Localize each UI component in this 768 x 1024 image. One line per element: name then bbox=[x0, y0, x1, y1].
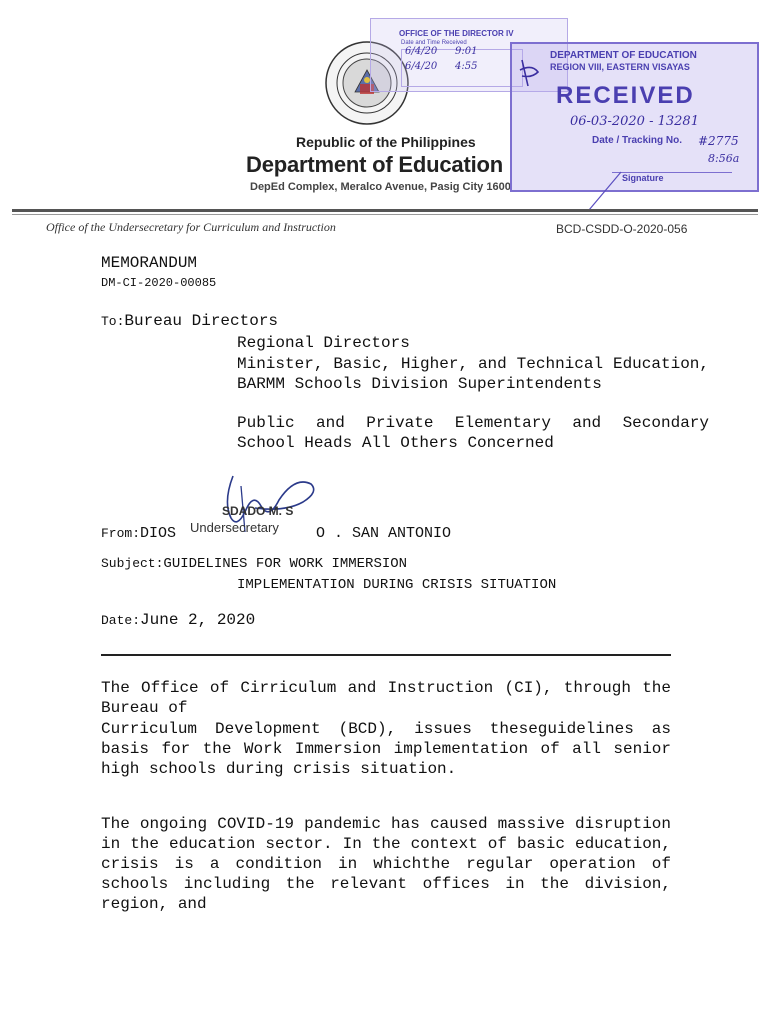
stamp-received-word: RECEIVED bbox=[556, 82, 695, 109]
stamp-tracking-label: Date / Tracking No. bbox=[592, 135, 683, 146]
stamp-director-date2: 6/4/20 bbox=[405, 61, 438, 72]
stamp-director-title: OFFICE OF THE DIRECTOR IV bbox=[399, 29, 514, 38]
memo-heading: MEMORANDUM bbox=[101, 254, 198, 272]
stamp-received-date: 06-03-2020 - 13281 bbox=[570, 114, 699, 129]
from-name: O . SAN ANTONIO bbox=[316, 525, 452, 542]
stamp-received-time: 8:56a bbox=[708, 152, 740, 165]
department-title: Department of Education bbox=[246, 152, 503, 177]
recipient-4: Public and Private Elementary and Secondary School Heads All Others Concerned bbox=[237, 414, 709, 452]
to-row bbox=[101, 311, 278, 332]
from-label: From: bbox=[101, 526, 141, 541]
stamp-dept: DEPARTMENT OF EDUCATION bbox=[550, 50, 697, 61]
paragraph-1: Curriculum Development (BCD), issues theseguidelines as basis for the Work Immersion implementation of all senior high schools during crisis situation. bbox=[101, 720, 671, 778]
recipient-3: Minister, Basic, Higher, and Technical Education, BARMM Schools Division Superintendents bbox=[237, 355, 709, 393]
date-row bbox=[101, 610, 255, 631]
subject-row bbox=[101, 554, 407, 574]
stamp-director-subtitle: Date and Time Received bbox=[401, 40, 467, 46]
recipient-1: Bureau Directors bbox=[124, 312, 279, 330]
subject-line-2: IMPLEMENTATION DURING CRISIS SITUATION bbox=[237, 577, 557, 593]
stamp-handwritten-mark bbox=[518, 56, 542, 92]
received-stamp bbox=[510, 42, 759, 192]
republic-title: Republic of the Philippines bbox=[296, 134, 476, 150]
stamp-director-date1: 6/4/20 bbox=[405, 46, 438, 57]
from-prefix: DIOS bbox=[140, 525, 177, 542]
stamp-tracking-number: #2775 bbox=[698, 134, 739, 148]
date-label: Date: bbox=[101, 613, 141, 628]
memo-number: DM-CI-2020-00085 bbox=[101, 276, 217, 290]
stamp-signature-label: Signature bbox=[622, 173, 664, 183]
stamp-region: REGION VIII, EASTERN VISAYAS bbox=[550, 62, 690, 72]
stamp-director-time1: 9:01 bbox=[455, 46, 478, 57]
recipient-2: Regional Directors bbox=[237, 334, 410, 352]
stamp-director-time2: 4:55 bbox=[455, 61, 478, 72]
paragraph-2: The ongoing COVID-19 pandemic has caused massive disruption in the education sector. In the context of basic education, crisis is a condition in whichthe regular operation of schools including the relevant offices in the division, region, and bbox=[101, 815, 671, 913]
signatory-title: Undersecretary bbox=[190, 520, 279, 535]
stamp-pen-stroke bbox=[585, 170, 625, 214]
subject-label: Subject: bbox=[101, 556, 164, 571]
subject-line-1: GUIDELINES FOR WORK IMMERSION bbox=[163, 556, 408, 572]
body-divider bbox=[101, 654, 671, 656]
department-address: DepEd Complex, Meralco Avenue, Pasig City 1600 bbox=[250, 181, 511, 193]
signatory-name: SDADO M. S bbox=[222, 504, 294, 518]
memo-date: June 2, 2020 bbox=[140, 611, 256, 629]
to-label: To: bbox=[101, 314, 125, 329]
header-divider bbox=[12, 209, 758, 212]
header-divider-thin bbox=[12, 214, 758, 215]
memo-reference-number: BCD-CSDD-O-2020-056 bbox=[556, 222, 688, 236]
paragraph-1-lead: The Office of Cirriculum and Instruction (CI), through the Bureau of bbox=[101, 679, 671, 717]
from-row bbox=[101, 524, 176, 544]
office-reference: Office of the Undersecretary for Curriculum and Instruction bbox=[46, 220, 336, 234]
